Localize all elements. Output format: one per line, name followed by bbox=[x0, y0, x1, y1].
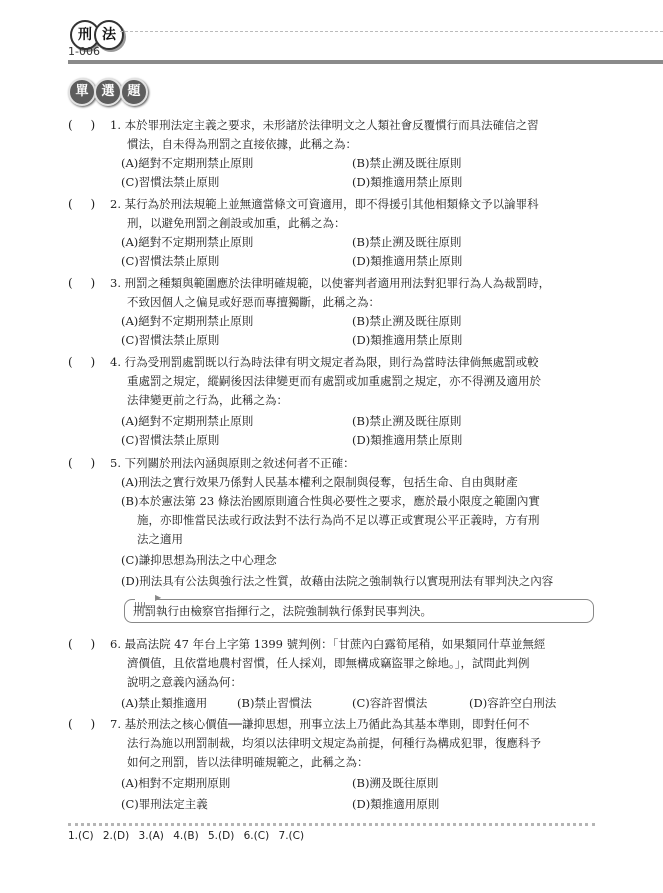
explanation-note bbox=[124, 593, 594, 623]
option: (B)禁止溯及既往原則 bbox=[352, 314, 462, 328]
answer-paren: ( ) bbox=[68, 637, 96, 651]
option-continued: 施，亦即惟當民法或行政法對不法行為尚不足以導正或實現公平正義時，方有刑 bbox=[137, 513, 540, 527]
section-title-char-1: 單 bbox=[68, 78, 96, 106]
question-text: 3. 刑罰之種類與範圍應於法律明確規範，以使審判者適用刑法對犯罪行為人為裁罰時， bbox=[110, 276, 551, 290]
answer-paren: ( ) bbox=[68, 118, 96, 132]
question-text: 5. 下列關於刑法內涵與原則之敘述何者不正確： bbox=[110, 456, 355, 470]
section-title-char-3: 題 bbox=[120, 78, 148, 106]
question-text: 6. 最高法院 47 年台上字第 1399 號判例：「甘蔗內白露筍尾稍，如果類同什草並無經 bbox=[110, 637, 546, 651]
option: (D)類推適用禁止原則 bbox=[352, 254, 463, 268]
option: (C)習慣法禁止原則 bbox=[121, 175, 220, 189]
option: (D)容許空白刑法 bbox=[469, 696, 557, 710]
option: (A)絕對不定期刑禁止原則 bbox=[121, 156, 254, 170]
answer-paren: ( ) bbox=[68, 717, 96, 731]
option: (A)絕對不定期刑禁止原則 bbox=[121, 235, 254, 249]
option: (C)謙抑思想為刑法之中心理念 bbox=[121, 553, 277, 567]
option: (B)溯及既往原則 bbox=[352, 776, 439, 790]
question-text: 2. 某行為於刑法規範上並無適當條文可資適用，即不得援引其他相類條文予以論罪科 bbox=[110, 197, 539, 211]
question-text: 4. 行為受刑罰處罰既以行為時法律有明文規定者為限，則行為當時法律倘無處罰或較 bbox=[110, 355, 539, 369]
subject-badge-2: 法 bbox=[94, 20, 124, 50]
option: (B)禁止溯及既往原則 bbox=[352, 156, 462, 170]
option: (B)禁止溯及既往原則 bbox=[352, 235, 462, 249]
option: (D)類推適用禁止原則 bbox=[352, 333, 463, 347]
option: (C)習慣法禁止原則 bbox=[121, 333, 220, 347]
header-bar bbox=[68, 60, 663, 64]
note-arrow-icon: ▶ bbox=[155, 593, 162, 602]
question-text: 刑，以避免刑罰之創設或加重，此稱之為： bbox=[127, 216, 346, 230]
option: (D)刑法具有公法與強行法之性質，故藉由法院之強制執行以實現刑法有罪判決之內容 bbox=[121, 574, 554, 588]
option: (A)相對不定期刑原則 bbox=[121, 776, 231, 790]
note-tab-icon bbox=[135, 593, 157, 601]
option: (B)禁止習慣法 bbox=[237, 696, 312, 710]
answer-key: 1.(C) 2.(D) 3.(A) 4.(B) 5.(D) 6.(C) 7.(C) bbox=[68, 830, 305, 842]
question-text: 如何之刑罰，皆以法律明確規範之，此稱之為： bbox=[127, 755, 369, 769]
answer-paren: ( ) bbox=[68, 355, 96, 369]
option: (A)禁止類推適用 bbox=[121, 696, 208, 710]
question-text: 慣法，自未得為刑罰之直接依據，此稱之為： bbox=[127, 137, 357, 151]
answers-divider bbox=[68, 823, 595, 826]
question-text: 不致因個人之偏見或好惡而專擅獨斷，此稱之為： bbox=[127, 295, 380, 309]
question-text: 重處罰之規定，縱嗣後因法律變更而有處罰或加重處罰之規定，亦不得溯及適用於 bbox=[127, 374, 541, 388]
option: (C)習慣法禁止原則 bbox=[121, 433, 220, 447]
option-continued: 法之適用 bbox=[137, 532, 183, 546]
option: (B)本於憲法第 23 條法治國原則適合性與必要性之要求，應於最小限度之範圍內實 bbox=[121, 494, 540, 508]
section-title-char-2: 選 bbox=[94, 78, 122, 106]
question-text: 法律變更前之行為，此稱之為： bbox=[127, 393, 288, 407]
answer-paren: ( ) bbox=[68, 276, 96, 290]
answer-paren: ( ) bbox=[68, 456, 96, 470]
option: (C)罪刑法定主義 bbox=[121, 797, 208, 811]
subject-badge-1: 刑 bbox=[70, 20, 100, 50]
option: (C)容許習慣法 bbox=[352, 696, 428, 710]
option: (A)刑法之實行效果乃係對人民基本權利之限制與侵奪，包括生命、自由與財產 bbox=[121, 475, 518, 489]
explanation-text: 刑罰執行由檢察官指揮行之，法院強制執行係對民事判決。 bbox=[133, 604, 432, 618]
question-text: 法行為施以刑罰制裁，均須以法律明文規定為前提，何種行為構成犯罪，復應科予 bbox=[127, 736, 541, 750]
option: (B)禁止溯及既往原則 bbox=[352, 414, 462, 428]
question-text: 1. 本於罪刑法定主義之要求，未形諸於法律明文之人類社會反覆慣行而具法確信之習 bbox=[110, 118, 539, 132]
option: (C)習慣法禁止原則 bbox=[121, 254, 220, 268]
option: (D)類推適用禁止原則 bbox=[352, 175, 463, 189]
question-text: 濟價值，且依當地農村習慣，任人採刈，即無構成竊盜罪之餘地。」，試問此判例 bbox=[127, 656, 530, 670]
question-text: 說明之意義內涵為何： bbox=[127, 675, 242, 689]
option: (D)類推適用原則 bbox=[352, 797, 440, 811]
page-number: 1-006 bbox=[68, 45, 100, 58]
option: (A)絕對不定期刑禁止原則 bbox=[121, 414, 254, 428]
question-text: 7. 基於刑法之核心價值──謙抑思想，刑事立法上乃循此為其基本準則，即對任何不 bbox=[110, 717, 530, 731]
option: (D)類推適用禁止原則 bbox=[352, 433, 463, 447]
answer-paren: ( ) bbox=[68, 197, 96, 211]
header-dashed-rule bbox=[120, 31, 663, 32]
option: (A)絕對不定期刑禁止原則 bbox=[121, 314, 254, 328]
